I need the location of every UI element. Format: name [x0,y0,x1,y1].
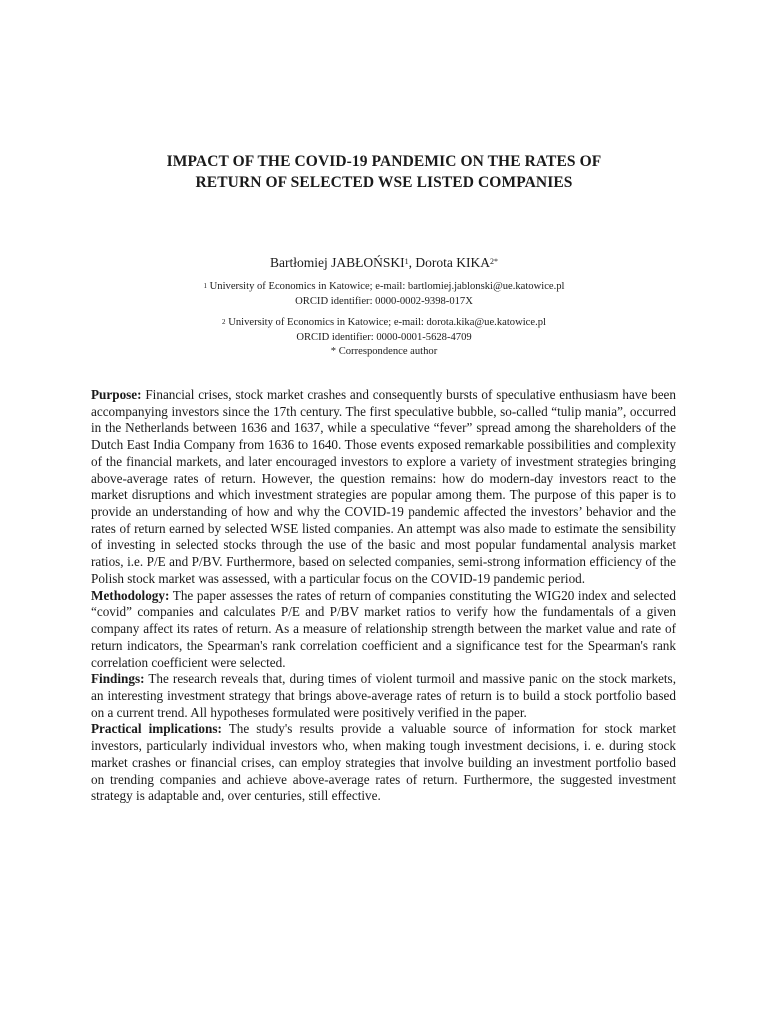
author-separator: , [408,255,416,270]
paper-title [90,151,678,193]
author-2-name: Dorota KIKA [415,255,490,270]
author-1-affiliation-mark: 1 [404,257,409,266]
practical-implications-label: Practical implications: [91,721,222,737]
affiliation-1-line-1 [90,280,678,295]
correspondence-note: * Correspondence author [330,346,438,357]
affiliation-1-orcid: ORCID identifier: 0000-0002-9398-017X [295,295,473,307]
author-list [90,254,678,272]
abstract-practical-implications [91,721,676,805]
methodology-text: The paper assesses the rates of return of companies constituting the WIG20 index and selected “covid” companies and calculates P/E and P/BV market ratios to verify how the fundamentals of a given company affect its rates of return. As a measure of relationship strength between the market value and rate of return indicators, the Spearman's rank correlation coefficient and a significance test for the Spearman's rank correlation coefficient were selected. [91,587,676,670]
affiliation-2 [90,316,678,360]
title-line-2: RETURN OF SELECTED WSE LISTED COMPANIES [195,174,573,191]
purpose-text: Financial crises, stock market crashes and consequently bursts of speculative enthusiasm have been accompanying investors since the 17th century. The first speculative bubble, so-called “tulip mania”, occurred in the Netherlands between 1636 and 1637, while a speculative “fever” spread among the shareholders of the Dutch East India Company from 1636 to 1640. Those events exposed remarkable possibilities and complexity of the financial markets, and later encouraged investors to explore a variety of investment strategies bringing above-average rates of return. However, the question remains: how do modern-day investors react to the market disruptions and which investment strategies are popular among them. The purpose of this paper is to provide an understanding of how and why the COVID-19 pandemic affected the investors’ behavior and the rates of return earned by selected WSE listed companies. An attempt was also made to estimate the sensibility of investing in selected stocks through the use of the basic and most popular fundamental analysis market ratios, i.e. P/E and P/BV. Furthermore, based on selected companies, semi-strong information efficiency of the Polish stock market was assessed, with a particular focus on the COVID-19 pandemic period. [91,387,676,586]
findings-label: Findings: [91,671,145,687]
affiliation-2-mark: 2 [222,318,226,326]
abstract [91,387,676,805]
affiliation-2-line-1 [90,316,678,331]
abstract-findings [91,671,676,721]
abstract-purpose [91,387,676,588]
title-line-1: IMPACT OF THE COVID-19 PANDEMIC ON THE RATES OF [166,153,602,170]
affiliation-1 [90,280,678,309]
abstract-methodology [91,588,676,672]
methodology-label: Methodology: [91,587,170,603]
findings-text: The research reveals that, during times of violent turmoil and massive panic on the stock markets, an interesting investment strategy that brings above-average rates of return is to build a stock portfolio based on a current trend. All hypotheses formulated were positively verified in the paper. [91,671,676,720]
author-1-name: Bartłomiej JABŁOŃSKI [270,255,405,270]
purpose-label: Purpose: [91,387,142,402]
author-2-affiliation-mark: 2* [489,257,498,266]
affiliation-2-orcid: ORCID identifier: 0000-0001-5628-4709 [296,331,472,343]
affiliation-1-mark: 1 [203,282,207,290]
affiliation-1-institution-email: University of Economics in Katowice; e-mail: bartlomiej.jablonski@ue.katowice.pl [209,281,565,292]
affiliation-2-institution-email: University of Economics in Katowice; e-mail: dorota.kika@ue.katowice.pl [228,317,546,328]
practical-implications-text: The study's results provide a valuable source of information for stock market investors, particularly individual investors who, when making tough investment decisions, i. e. during stock market crashes or financial crises, can employ strategies that involve building an investment portfolio based on trending companies and achieve above-average rates of return. Furthermore, the suggested investment strategy is adaptable and, over centuries, still effective. [91,721,676,804]
